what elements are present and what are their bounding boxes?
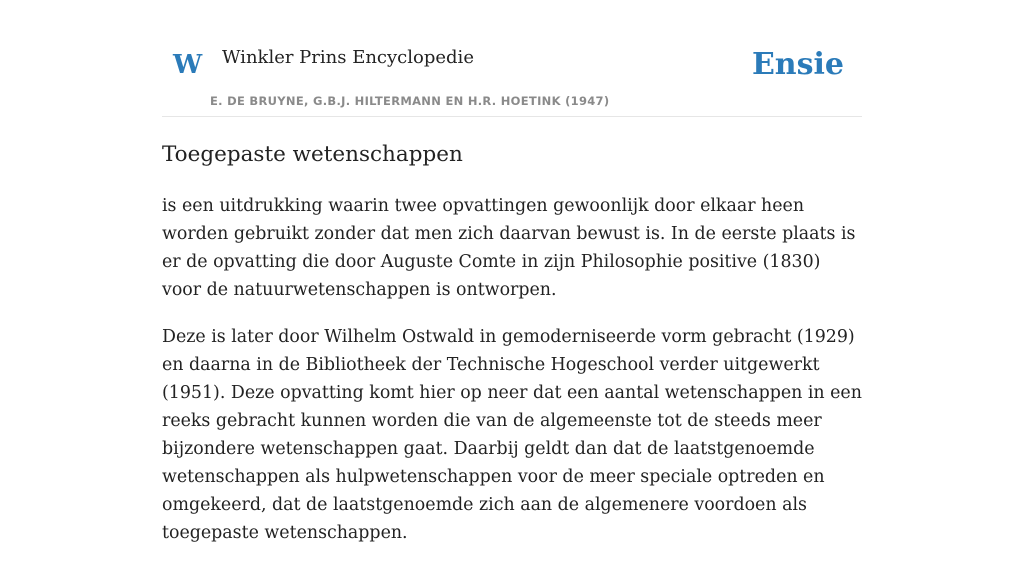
article-paragraph: Deze is later door Wilhelm Ostwald in gemoderniseerde vorm gebracht (1929) en daarna in de Bibliotheek der Technische Hogeschool verder uitgewerkt (1951). Deze opvatting komt hier op neer dat een aantal wetenschappen in een reeks gebracht kunnen worden die van de algemeenste tot de steeds meer bijzondere wetenschappen gaat. Daarbij geldt dan dat de laatstgenoemde wetenschappen als hulpwetenschappen voor de meer speciale optreden en omgekeerd, dat de laatstgenoemde zich aan de algemenere voordoen als toegepaste wetenschappen. [162, 327, 862, 543]
article-paragraph: is een uitdrukking waarin twee opvattingen gewoonlijk door elkaar heen worden gebruikt zonder dat men zich daarvan bewust is. In de eerste plaats is er de opvatting die door Auguste Comte in zijn Philosophie positive (1830) voor de natuurwetenschappen is ontworpen. [162, 196, 856, 300]
publication-authors: E. DE BRUYNE, G.B.J. HILTERMANN EN H.R. HOETINK (1947) [210, 94, 610, 108]
article-title: Toegepaste wetenschappen [162, 142, 463, 167]
ensie-logo[interactable]: Ensie [751, 47, 844, 82]
header [162, 0, 862, 117]
winkler-prins-logo[interactable]: W [173, 50, 203, 80]
publication-title[interactable]: Winkler Prins Encyclopedie [222, 47, 474, 68]
article-body [162, 192, 862, 566]
